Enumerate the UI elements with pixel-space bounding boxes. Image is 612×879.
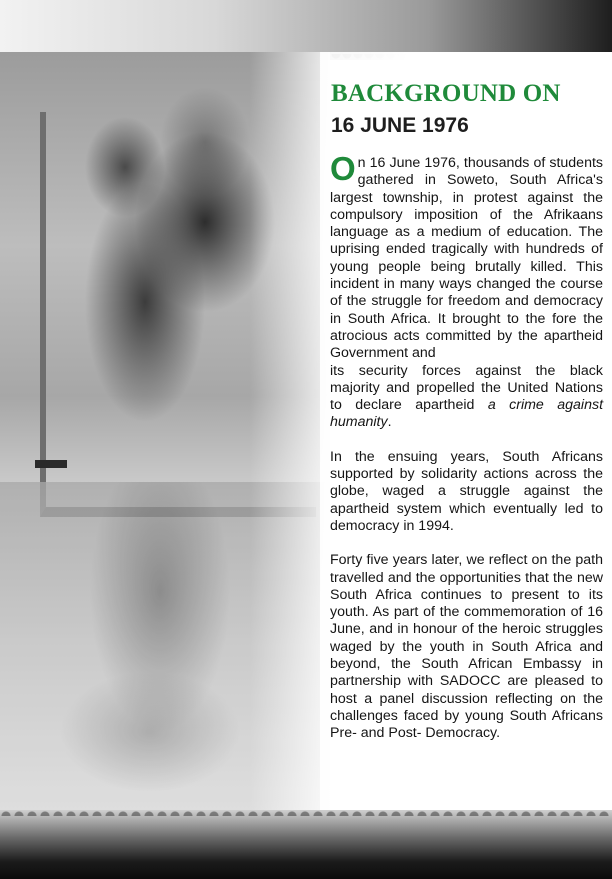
article-body: [330, 150, 604, 760]
image-fade: [250, 52, 330, 812]
paragraph-1: [330, 150, 604, 432]
photo-plaque: [35, 460, 67, 468]
page-title: BACKGROUND ON: [331, 80, 561, 107]
bottom-torn-band: [0, 810, 612, 879]
paragraph-1-lead: n 16 June 1976, thousands of students gathered in Soweto, South Africa's largest township, in protest against the compulsory imposition of the Afrikaans language as a medium of education. The uprising ended tragically with hundreds of young people being brutally killed. This incident in many ways changed the course of the struggle for freedom and democracy in South Africa. It brought to the fore the atrocious acts committed by the apartheid Government and: [330, 155, 603, 362]
paragraph-1-continued: its security forces against the black majority and propelled the United Nations to declare apartheid: [330, 362, 603, 414]
paragraph-3: Forty five years later, we reflect on the path travelled and the opportunities that the new South Africa continues to present to its youth. As part of the commemoration of 16 June, and in honour of the heroic struggles waged by the youth in South Africa and beyond, the South African Embassy in partnership with SADOCC are pleased to host a panel discussion reflecting on the challenges faced by young South Africans Pre- and Post- Democracy.: [330, 552, 603, 742]
paragraph-1-end: .: [387, 414, 392, 431]
paragraph-2: In the ensuing years, South Africans supported by solidarity actions across the globe, waged a struggle against the apartheid system which eventually led to democracy in 1994.: [330, 448, 603, 534]
top-torn-band: [0, 0, 612, 60]
page-subtitle: 16 JUNE 1976: [331, 114, 469, 137]
drop-cap: O: [330, 150, 356, 187]
paragraph-1-emphasis: a crime against humanity: [330, 397, 604, 431]
